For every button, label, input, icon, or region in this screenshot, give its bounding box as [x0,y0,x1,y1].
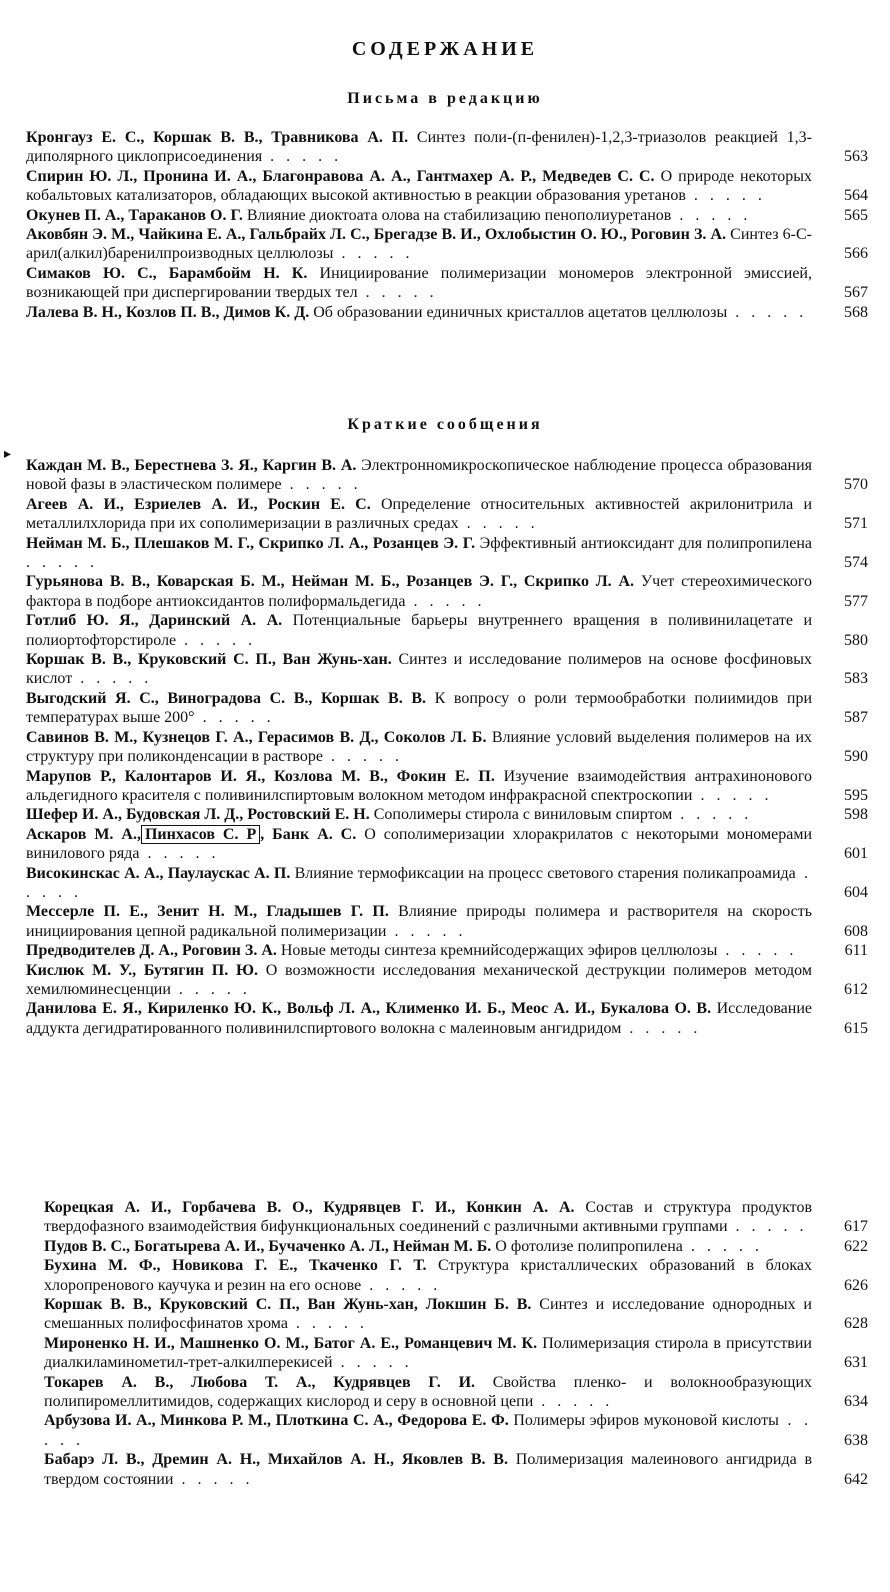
entry-text [44,1237,812,1256]
entry-authors: Нейман М. Б., Плешаков М. Г., Скрипко Л. А., Розанцев Э. Г. [26,534,476,552]
entry-title: Новые методы синтеза кремнийсодержащих эфиров целлюлозы [280,942,718,960]
page-number: 615 [844,1019,868,1037]
entry-authors: Готлиб Ю. Я., Даринский А. А. [26,612,283,630]
entry-authors: Симаков Ю. С., Барамбойм Н. К. [26,264,308,282]
entry-title: Электронномикроскопическое наблюдение процесса образования новой фазы в эластическом полимере [26,457,813,494]
entry-text [44,1334,812,1373]
leader-dots: . . . . . [281,476,362,494]
toc-entry [44,1373,876,1412]
leader-dots: . . . . . [386,922,467,940]
entry-text [26,941,812,960]
entry-text [26,611,812,650]
entry-title: Учет стереохимического фактора в подборе антиоксидантов полиформальдегида [26,573,813,610]
page-title: СОДЕРЖАНИЕ [351,38,539,60]
leader-dots: . . . . . [361,1276,442,1294]
page-number: 595 [844,786,868,804]
toc-entry [26,961,876,1000]
toc-entry [26,728,876,767]
leader-dots: . . . . . [176,631,257,649]
entry-authors: Коршак В. В., Круковский С. П., Ван Жунь-хан, Локшин Б. В. [44,1296,532,1314]
leader-dots: . . . . . [727,1218,808,1236]
page-number: 622 [844,1237,868,1255]
page-number: 565 [844,206,868,224]
page-number: 574 [844,554,868,572]
entry-title: Полимеры эфиров муконовой кислоты [513,1412,779,1430]
entries-letters [26,128,876,322]
leader-dots: . . . . . [621,1019,702,1037]
toc-entry [26,825,876,864]
entry-text [26,225,812,264]
entry-authors: Кислюк М. У., Бутягин П. Ю. [26,961,258,979]
entry-title: Свойства пленко- и волокнообразующих полипиромеллитимидов, содержащих кислород и серу в основной цепи [44,1373,813,1411]
page-number: 611 [844,942,868,960]
toc-entry [26,572,876,611]
page-number: 628 [844,1315,868,1333]
entry-text [26,456,812,495]
entry-title: Влияние диоктоата олова на стабилизацию пенополиуретанов [246,206,672,224]
entry-authors: Марупов Р., Калонтаров И. Я., Козлова М. В., Фокин Е. П. [26,767,495,785]
toc-entry [26,650,876,689]
page-number: 580 [844,631,868,649]
page-number: 571 [844,515,868,533]
toc-entry [44,1237,876,1256]
leader-dots: . . . . . [533,1393,614,1411]
section-heading-letters: Письма в редакцию [347,90,543,107]
entry-text [44,1256,812,1295]
entry-text [26,167,812,206]
page-number: 642 [844,1470,868,1488]
toc-entry [26,767,876,806]
entry-authors: Кронгауз Е. С., Коршак В. В., Травникова А. П. [26,129,409,146]
entry-title: Состав и структура продуктов твердофазного взаимодействия бифункциональных соединений с различными активными группами [44,1199,813,1236]
page-number: 626 [844,1276,868,1294]
entry-title: О фотолизе полипропилена [495,1237,683,1255]
entry-authors: Бухина М. Ф., Новикова Г. Е., Ткаченко Г. Т. [44,1257,427,1275]
entry-title: Полимеризация стирола в присутствии диалкиламинометил-трет-алкилперекисей [44,1334,812,1372]
entry-text [44,1411,812,1450]
entry-authors: Агеев А. И., Езриелев А. И., Роскин Е. С. [26,495,371,513]
entry-authors: Арбузова И. А., Минкова Р. М., Плоткина С. А., Федорова Е. Ф. [44,1412,509,1430]
entry-text [26,572,812,611]
toc-entry [44,1334,876,1373]
entry-text [26,650,812,689]
entry-author-boxed: Пинхасов С. Р [141,825,260,844]
entry-title: Влияние условий выделения полимеров на их структуру при поликонденсации в растворе [26,728,813,766]
page-number: 604 [844,883,868,901]
leader-dots: . . . . . [72,670,153,688]
entry-title: Потенциальные барьеры внутреннего вращения в поливинилацетате и полиортофторстироле [26,612,812,649]
entry-authors: , Банк А. С. [260,825,357,843]
page-number: 564 [844,187,868,205]
page-number: 566 [844,245,868,263]
page-number: 567 [844,284,868,302]
toc-entry [26,206,876,225]
toc-entry [44,1256,876,1295]
toc-entry [26,495,876,534]
toc-entry [26,128,876,167]
entry-authors: Лалева В. Н., Козлов П. В., Димов К. Д. [26,303,310,321]
leader-dots: . . . . . [672,806,753,824]
entry-text [26,206,812,225]
entry-text [26,728,812,767]
page-number: 598 [844,806,868,824]
entry-authors: Пудов В. С., Богатырева А. И., Бучаченко А. Л., Нейман М. Б. [44,1237,492,1255]
entry-text [26,999,812,1038]
entry-title: Синтез и исследование полимеров на основе фосфиновых кислот [26,651,813,688]
entry-text [44,1295,812,1334]
entry-title: Синтез и исследование однородных и смешанных полифосфинатов хрома [44,1296,812,1333]
toc-entry [26,611,876,650]
leader-dots: . . . . . [405,592,486,610]
toc-entry [26,805,876,824]
entry-title: Эффективный антиоксидант для полипропилена [479,534,813,552]
page-number: 612 [844,980,868,998]
toc-entry [26,999,876,1038]
page-number: 634 [844,1393,868,1411]
toc-entry [26,167,876,206]
entry-title: Полимеризация малеинового ангидрида в твердом состоянии [44,1451,813,1488]
entry-text [26,128,812,167]
leader-dots: . . . . . [26,864,813,901]
entry-title: Влияние природы полимера и растворителя на скорость инициирования цепной радикальной полимеризации [26,903,813,940]
page-number: 617 [844,1218,868,1236]
toc-entry [26,902,876,941]
entry-authors: Выгодский Я. С., Виноградова С. В., Коршак В. В. [26,689,426,707]
entry-authors: Коршак В. В., Круковский С. П., Ван Жунь-хан. [26,651,392,669]
leader-dots: . . . . . [332,1354,413,1372]
leader-dots: . . . . . [458,515,539,533]
leader-dots: . . . . . [170,980,251,998]
entry-title: Исследование аддукта дегидратированного поливинилспиртового волокна с малеиновым ангидридом [26,1000,813,1037]
toc-entry [26,456,876,495]
entry-authors: Гурьянова В. В., Коварская Б. М., Нейман М. Б., Розанцев Э. Г., Скрипко Л. А. [26,573,635,591]
entry-title: Влияние термофиксации на процесс светового старения поликапроамида [294,864,796,882]
page-number: 590 [844,748,868,766]
entry-title: Об образовании единичных кристаллов ацетатов целлюлозы [313,303,728,321]
page-number: 587 [844,709,868,727]
entry-text [26,767,812,806]
entry-text [44,1450,812,1489]
entry-authors: Савинов В. М., Кузнецов Г. А., Герасимов В. Д., Соколов Л. Б. [26,728,487,746]
leader-dots: . . . . . [727,303,808,321]
entry-authors: Бабарэ Л. В., Дремин А. Н., Михайлов А. Н., Яковлев В. В. [44,1451,508,1469]
page-number: 577 [844,592,868,610]
entry-text [26,303,812,322]
leader-dots: . . . . . [173,1470,254,1488]
entry-text [26,534,812,573]
toc-entry [26,689,876,728]
entry-title: Инициирование полимеризации мономеров электронной эмиссией, возникающей при диспергировании твердых тел [26,264,812,302]
entries-short-reports-continued [44,1198,876,1489]
section-heading-short-reports: Краткие сообщения [347,416,543,433]
entry-title: Сополимеры стирола с виниловым спиртом [373,806,673,824]
leader-dots: . . . . . [717,942,798,960]
leader-dots: . . . . . [357,284,438,302]
entry-text [44,1198,812,1237]
page-number: 583 [844,670,868,688]
toc-entry [26,864,876,903]
page-number: 568 [844,303,868,321]
entry-authors: Аскаров М. А., [26,825,141,843]
toc-entry [44,1295,876,1334]
entry-title: Синтез 6-С-арил(алкил)баренилпроизводных целлюлозы [26,226,813,263]
entry-text [26,864,812,903]
entry-text [26,689,812,728]
entry-authors: Корецкая А. И., Горбачева В. О., Кудрявцев Г. И., Конкин А. А. [44,1199,575,1216]
entry-authors: Шефер И. А., Будовская Л. Д., Ростовский Е. Н. [26,806,370,824]
toc-entry [44,1411,876,1450]
page-number: 563 [844,148,868,166]
margin-mark: ▸ [4,447,12,462]
entry-title: Изучение взаимодействия антрахинонового альдегидного красителя с поливинилспиртовым волокном методом инфракрасной спектроскопии [26,767,812,804]
entry-title: Структура кристаллических образований в блоках хлоропренового каучука и резин на его основе [44,1257,813,1294]
leader-dots: . . . . . [139,845,220,863]
entry-text [26,902,812,941]
entry-text [26,825,812,864]
entry-authors: Високинскас А. А., Паулаускас А. П. [26,864,291,882]
entry-authors: Мессерле П. Е., Зенит Н. М., Гладышев Г. П. [26,903,389,921]
entry-title: О возможности исследования механической деструкции полимеров методом хемилюминесценции [26,961,813,998]
entry-authors: Окунев П. А., Тараканов О. Г. [26,206,243,224]
toc-entry [26,941,876,960]
entry-text [26,961,812,1000]
toc-entry [44,1450,876,1489]
entry-text [26,264,812,303]
leader-dots: . . . . . [44,1412,813,1449]
page-number: 570 [844,476,868,494]
toc-entry [44,1198,876,1237]
leader-dots: . . . . . [671,206,752,224]
entry-text [44,1373,812,1412]
leader-dots: . . . . . [26,554,98,572]
page-number: 608 [844,922,868,940]
entry-title: Синтез поли-(п-фенилен)-1,2,3-триазолов реакцией 1,3-диполярного циклоприсоединения [26,129,812,166]
toc-entry [26,534,876,573]
leader-dots: . . . . . [262,148,343,166]
entry-authors: Спирин Ю. Л., Пронина И. А., Благонравова А. А., Гантмахер А. Р., Медведев С. С. [26,167,655,185]
leader-dots: . . . . . [685,187,766,205]
entry-title: О природе некоторых кобальтовых катализаторов, обладающих высокой активностью в реакции образования уретанов [26,167,813,205]
page-number: 631 [844,1354,868,1372]
entry-text [26,495,812,534]
leader-dots: . . . . . [682,1237,763,1255]
toc-entry [26,264,876,303]
toc-entry [26,303,876,322]
entry-authors: Каждан М. В., Берестнева З. Я., Каргин В. А. [26,457,357,474]
entry-text [26,805,812,824]
page-number: 601 [844,845,868,863]
entries-short-reports [26,456,876,1038]
entry-title: К вопросу о роли термообработки полиимидов при температурах выше 200° [26,689,813,727]
leader-dots: . . . . . [692,786,773,804]
entry-authors: Данилова Е. Я., Кириленко Ю. К., Вольф Л. А., Клименко И. Б., Меос А. И., Букалова О. В. [26,1000,712,1018]
toc-entry [26,225,876,264]
page-number: 638 [844,1431,868,1449]
entry-authors: Токарев А. В., Любова Т. А., Кудрявцев Г. И. [44,1373,476,1391]
leader-dots: . . . . . [322,748,403,766]
entry-authors: Предводителев Д. А., Роговин З. А. [26,942,277,960]
leader-dots: . . . . . [333,245,414,263]
entry-authors: Мироненко Н. И., Машненко О. М., Батог А. Е., Романцевич М. К. [44,1334,538,1352]
entry-title: О сополимеризации хлоракрилатов с некоторыми мономерами винилового ряда [26,825,813,863]
leader-dots: . . . . . [194,709,275,727]
leader-dots: . . . . . [287,1315,368,1333]
entry-authors: Аковбян Э. М., Чайкина Е. А., Гальбрайх Л. С., Брегадзе В. И., Охлобыстин О. Ю., Роговин З. А. [26,226,727,244]
entry-title: Определение относительных активностей акрилонитрила и металлилхлорида при их сополимеризации в различных средах [26,495,812,533]
